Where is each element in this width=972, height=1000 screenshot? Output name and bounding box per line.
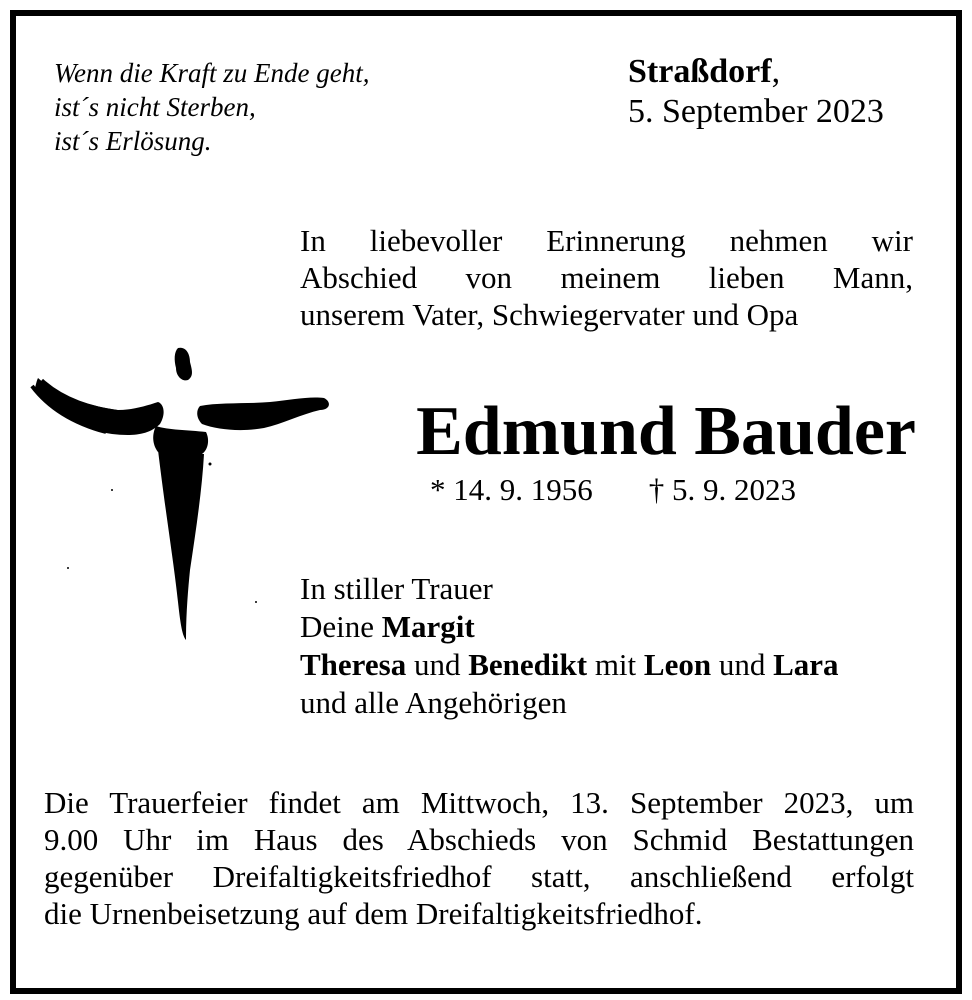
- mourners-deine: Deine: [300, 609, 375, 644]
- notice-date: 5. September 2023: [628, 93, 884, 130]
- place-comma: ,: [771, 53, 781, 90]
- figure-stem: [158, 450, 204, 640]
- quote-line-1: Wenn die Kraft zu Ende geht,: [54, 58, 370, 88]
- place-name: Straßdorf: [628, 53, 772, 90]
- figure-head: [175, 348, 192, 381]
- mourner-benedikt: Benedikt: [468, 647, 588, 682]
- service-line-3: gegenüber Dreifaltigkeitsfriedhof statt, anschließend erfolgt: [44, 859, 914, 894]
- intro-line-2: Abschied von meinem lieben Mann,: [300, 260, 913, 295]
- mourner-margit: Margit: [381, 609, 475, 644]
- intro-text: [300, 222, 913, 333]
- mourners-block: [300, 570, 839, 722]
- place-date: [628, 52, 884, 132]
- mourners-line-1: In stiller Trauer: [300, 571, 493, 606]
- service-line-1: Die Trauerfeier findet am Mittwoch, 13. September 2023, um: [44, 785, 914, 820]
- intro-line-3: unserem Vater, Schwiegervater und Opa: [300, 297, 799, 332]
- quote-line-3: ist´s Erlösung.: [54, 126, 212, 156]
- mourners-line-2: [300, 608, 839, 646]
- deceased-name: Edmund Bauder: [416, 393, 916, 470]
- mourner-lara: Lara: [773, 647, 839, 682]
- service-info: [44, 784, 914, 932]
- mourners-und-2: und: [718, 647, 766, 682]
- memorial-quote: [54, 56, 369, 158]
- life-dates: [430, 470, 796, 510]
- intro-line-1: In liebevoller Erinnerung nehmen wir: [300, 223, 913, 258]
- mourners-line-4: und alle Angehörigen: [300, 685, 567, 720]
- mourners-und-1: und: [413, 647, 461, 682]
- service-line-2: 9.00 Uhr im Haus des Abschieds von Schmid Bestattungen: [44, 822, 914, 857]
- birth-date: * 14. 9. 1956: [430, 472, 593, 507]
- quote-line-2: ist´s nicht Sterben,: [54, 92, 256, 122]
- mourners-mit: mit: [594, 647, 637, 682]
- figure-right-wing: [197, 397, 329, 430]
- death-date: † 5. 9. 2023: [648, 472, 796, 507]
- mourner-theresa: Theresa: [300, 647, 407, 682]
- mourner-leon: Leon: [643, 647, 712, 682]
- service-line-4: die Urnenbeisetzung auf dem Dreifaltigkeitsfriedhof.: [44, 896, 703, 931]
- cross-figure-icon: [20, 340, 340, 650]
- mourners-line-3: [300, 646, 839, 684]
